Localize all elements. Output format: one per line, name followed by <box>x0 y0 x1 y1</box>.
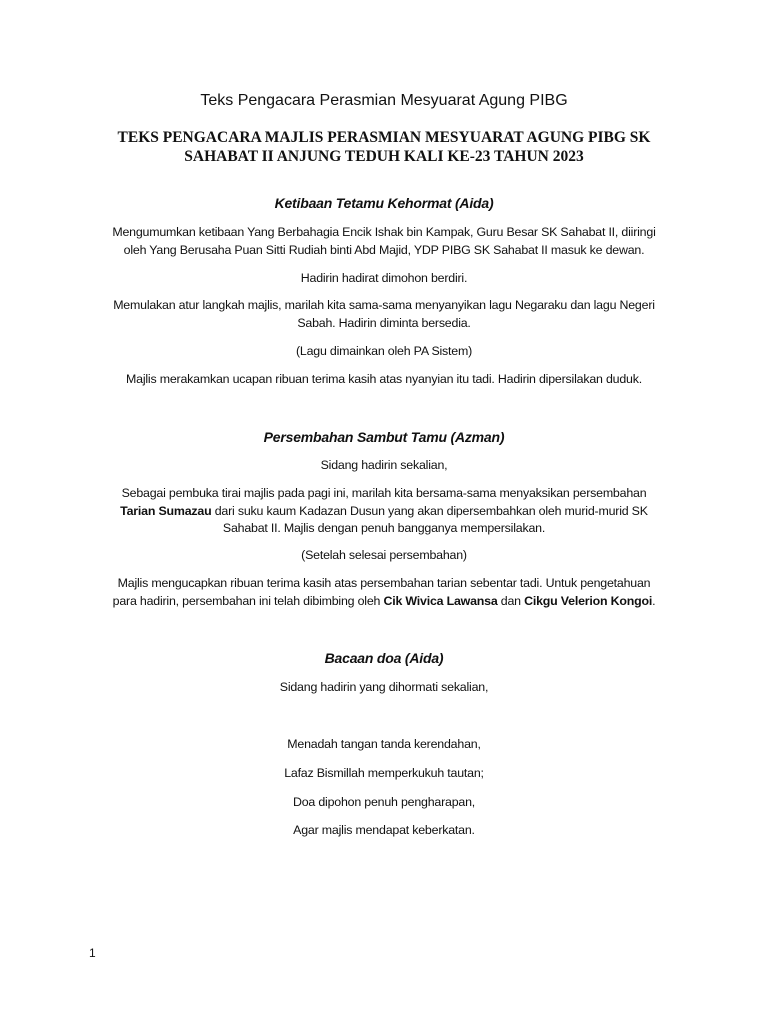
paragraph-line: Hadirin hadirat dimohon berdiri. <box>300 271 468 285</box>
paragraph-line: Majlis merakamkan ucapan ribuan terima kasih atas nyanyian itu tadi. Hadirin dipersilakan duduk. <box>126 372 642 386</box>
header-title: Teks Pengacara Perasmian Mesyuarat Agung PIBG <box>200 92 568 109</box>
paragraph-line: Sebagai pembuka tirai majlis pada pagi ini, marilah kita bersama-sama menyaksikan persembahan <box>121 486 647 500</box>
paragraph-line: Sidang hadirin yang dihormati sekalian, <box>279 680 489 694</box>
poem-line: Agar majlis mendapat keberkatan. <box>293 823 475 837</box>
paragraph-line: oleh Yang Berusaha Puan Sitti Rudiah binti Abd Majid, YDP PIBG SK Sahabat II masuk ke dewan. <box>123 243 645 257</box>
bold-text: Cikgu Velerion Kongoi <box>524 594 653 608</box>
paragraph-line: Memulakan atur langkah majlis, marilah kita sama-sama menyanyikan lagu Negaraku dan lagu Negeri <box>113 298 655 312</box>
page-number: 1 <box>89 946 96 960</box>
section-heading-persembahan: Persembahan Sambut Tamu (Azman) <box>263 429 505 445</box>
document-title-line-2: SAHABAT II ANJUNG TEDUH KALI KE-23 TAHUN 2023 <box>184 148 584 165</box>
section-heading-ketibaan: Ketibaan Tetamu Kehormat (Aida) <box>274 195 494 211</box>
paragraph-line <box>0 503 768 519</box>
paragraph-line: Majlis mengucapkan ribuan terima kasih atas persembahan tarian sebentar tadi. Untuk pengetahuan <box>117 576 651 590</box>
poem-line: Lafaz Bismillah memperkukuh tautan; <box>284 766 484 780</box>
paragraph-line: (Setelah selesai persembahan) <box>301 548 467 562</box>
text: dan <box>497 594 525 608</box>
paragraph-line <box>0 593 768 609</box>
poem-line: Menadah tangan tanda kerendahan, <box>287 737 481 751</box>
section-heading-bacaan-doa: Bacaan doa (Aida) <box>324 650 444 666</box>
text: . <box>652 594 656 608</box>
paragraph-line: (Lagu dimainkan oleh PA Sistem) <box>295 344 473 358</box>
text: para hadirin, persembahan ini telah dibimbing oleh <box>112 594 384 608</box>
document-title-line-1: TEKS PENGACARA MAJLIS PERASMIAN MESYUARAT AGUNG PIBG SK <box>117 129 651 146</box>
bold-text: Tarian Sumazau <box>120 504 212 518</box>
paragraph-line: Sidang hadirin sekalian, <box>320 458 448 472</box>
bold-text: Cik Wivica Lawansa <box>383 594 498 608</box>
paragraph-line: Sabah. Hadirin diminta bersedia. <box>297 316 471 330</box>
paragraph-line: Mengumumkan ketibaan Yang Berbahagia Encik Ishak bin Kampak, Guru Besar SK Sahabat II, diiringi <box>112 225 656 239</box>
text: dari suku kaum Kadazan Dusun yang akan dipersembahkan oleh murid-murid SK <box>211 504 648 518</box>
poem-line: Doa dipohon penuh pengharapan, <box>292 795 476 809</box>
paragraph-line: Sahabat II. Majlis dengan penuh bangganya mempersilakan. <box>222 521 546 535</box>
